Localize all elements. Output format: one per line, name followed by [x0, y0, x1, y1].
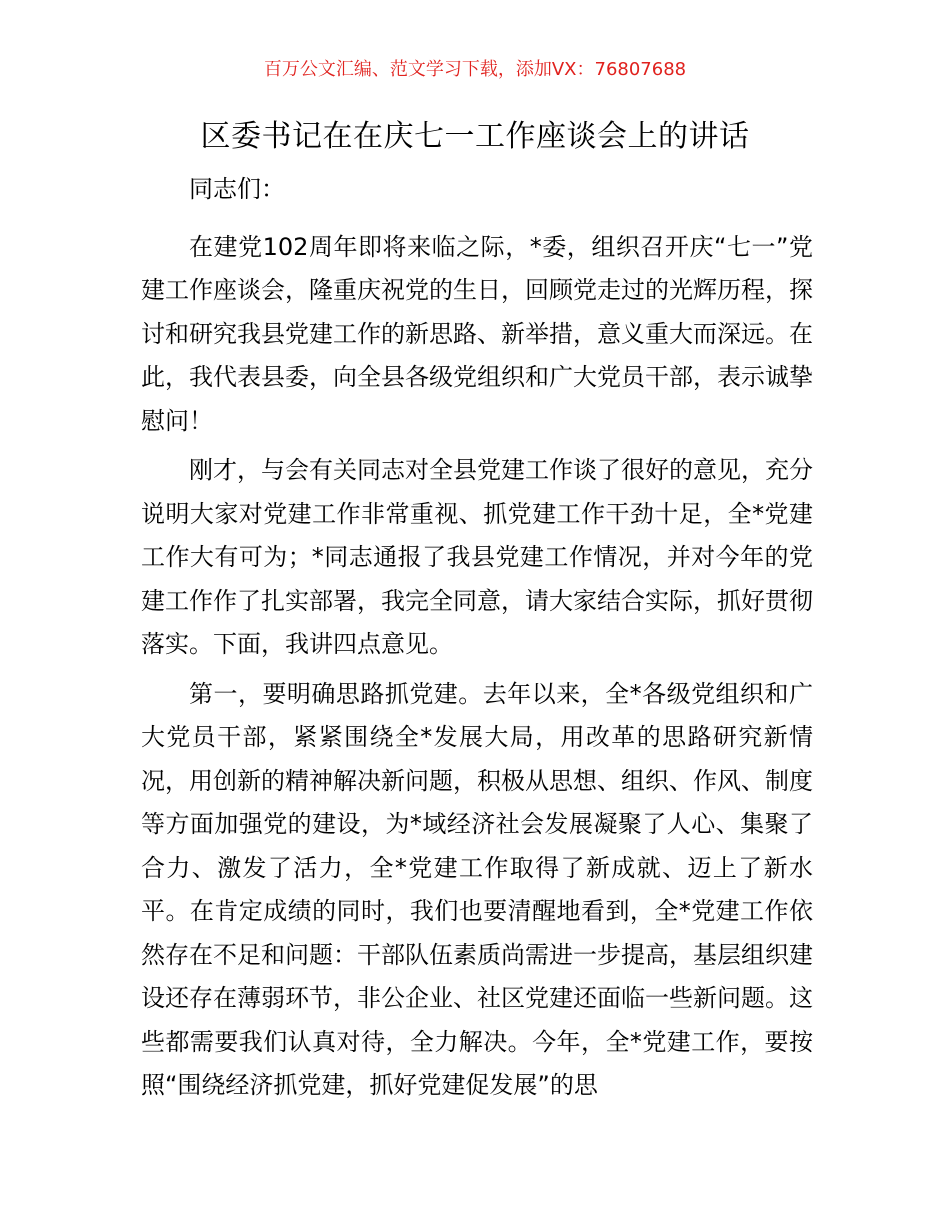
body-paragraph-1: 在建党102周年即将来临之际，*委，组织召开庆“七一”党建工作座谈会，隆重庆祝党的生日，回顾党走过的光辉历程，探讨和研究我县党建工作的新思路、新举措，意义重大而深远。在此，我代表县委，向全县各级党组织和广大党员干部，表示诚挚慰问！: [141, 232, 813, 435]
body-paragraph-3: 第一，要明确思路抓党建。去年以来，全*各级党组织和广大党员干部，紧紧围绕全*发展大局，用改革的思路研究新情况，用创新的精神解决新问题，积极从思想、组织、作风、制度等方面加强党的建设，为*域经济社会发展凝聚了人心、集聚了合力、激发了活力，全*党建工作取得了新成就、迈上了新水平。在肯定成绩的同时，我们也要清醒地看到，全*党建工作依然存在不足和问题：干部队伍素质尚需进一步提高，基层组织建设还存在薄弱环节，非公企业、社区党建还面临一些新问题。这些都需要我们认真对待，全力解决。今年，全*党建工作，要按照“围绕经济抓党建，抓好党建促发展”的思: [141, 679, 813, 1099]
body-paragraph-2: 刚才，与会有关同志对全县党建工作谈了很好的意见，充分说明大家对党建工作非常重视、抓党建工作干劲十足，全*党建工作大有可为；*同志通报了我县党建工作情况，并对今年的党建工作作了扎实部署，我完全同意，请大家结合实际，抓好贯彻落实。下面，我讲四点意见。: [141, 456, 813, 658]
document-body: [141, 168, 813, 1114]
document-title: 区委书记在在庆七一工作座谈会上的讲话: [200, 119, 750, 154]
salutation: 同志们：: [189, 175, 285, 203]
header-banner: 百万公文汇编、范文学习下载，添加VX：76807688: [263, 59, 687, 80]
